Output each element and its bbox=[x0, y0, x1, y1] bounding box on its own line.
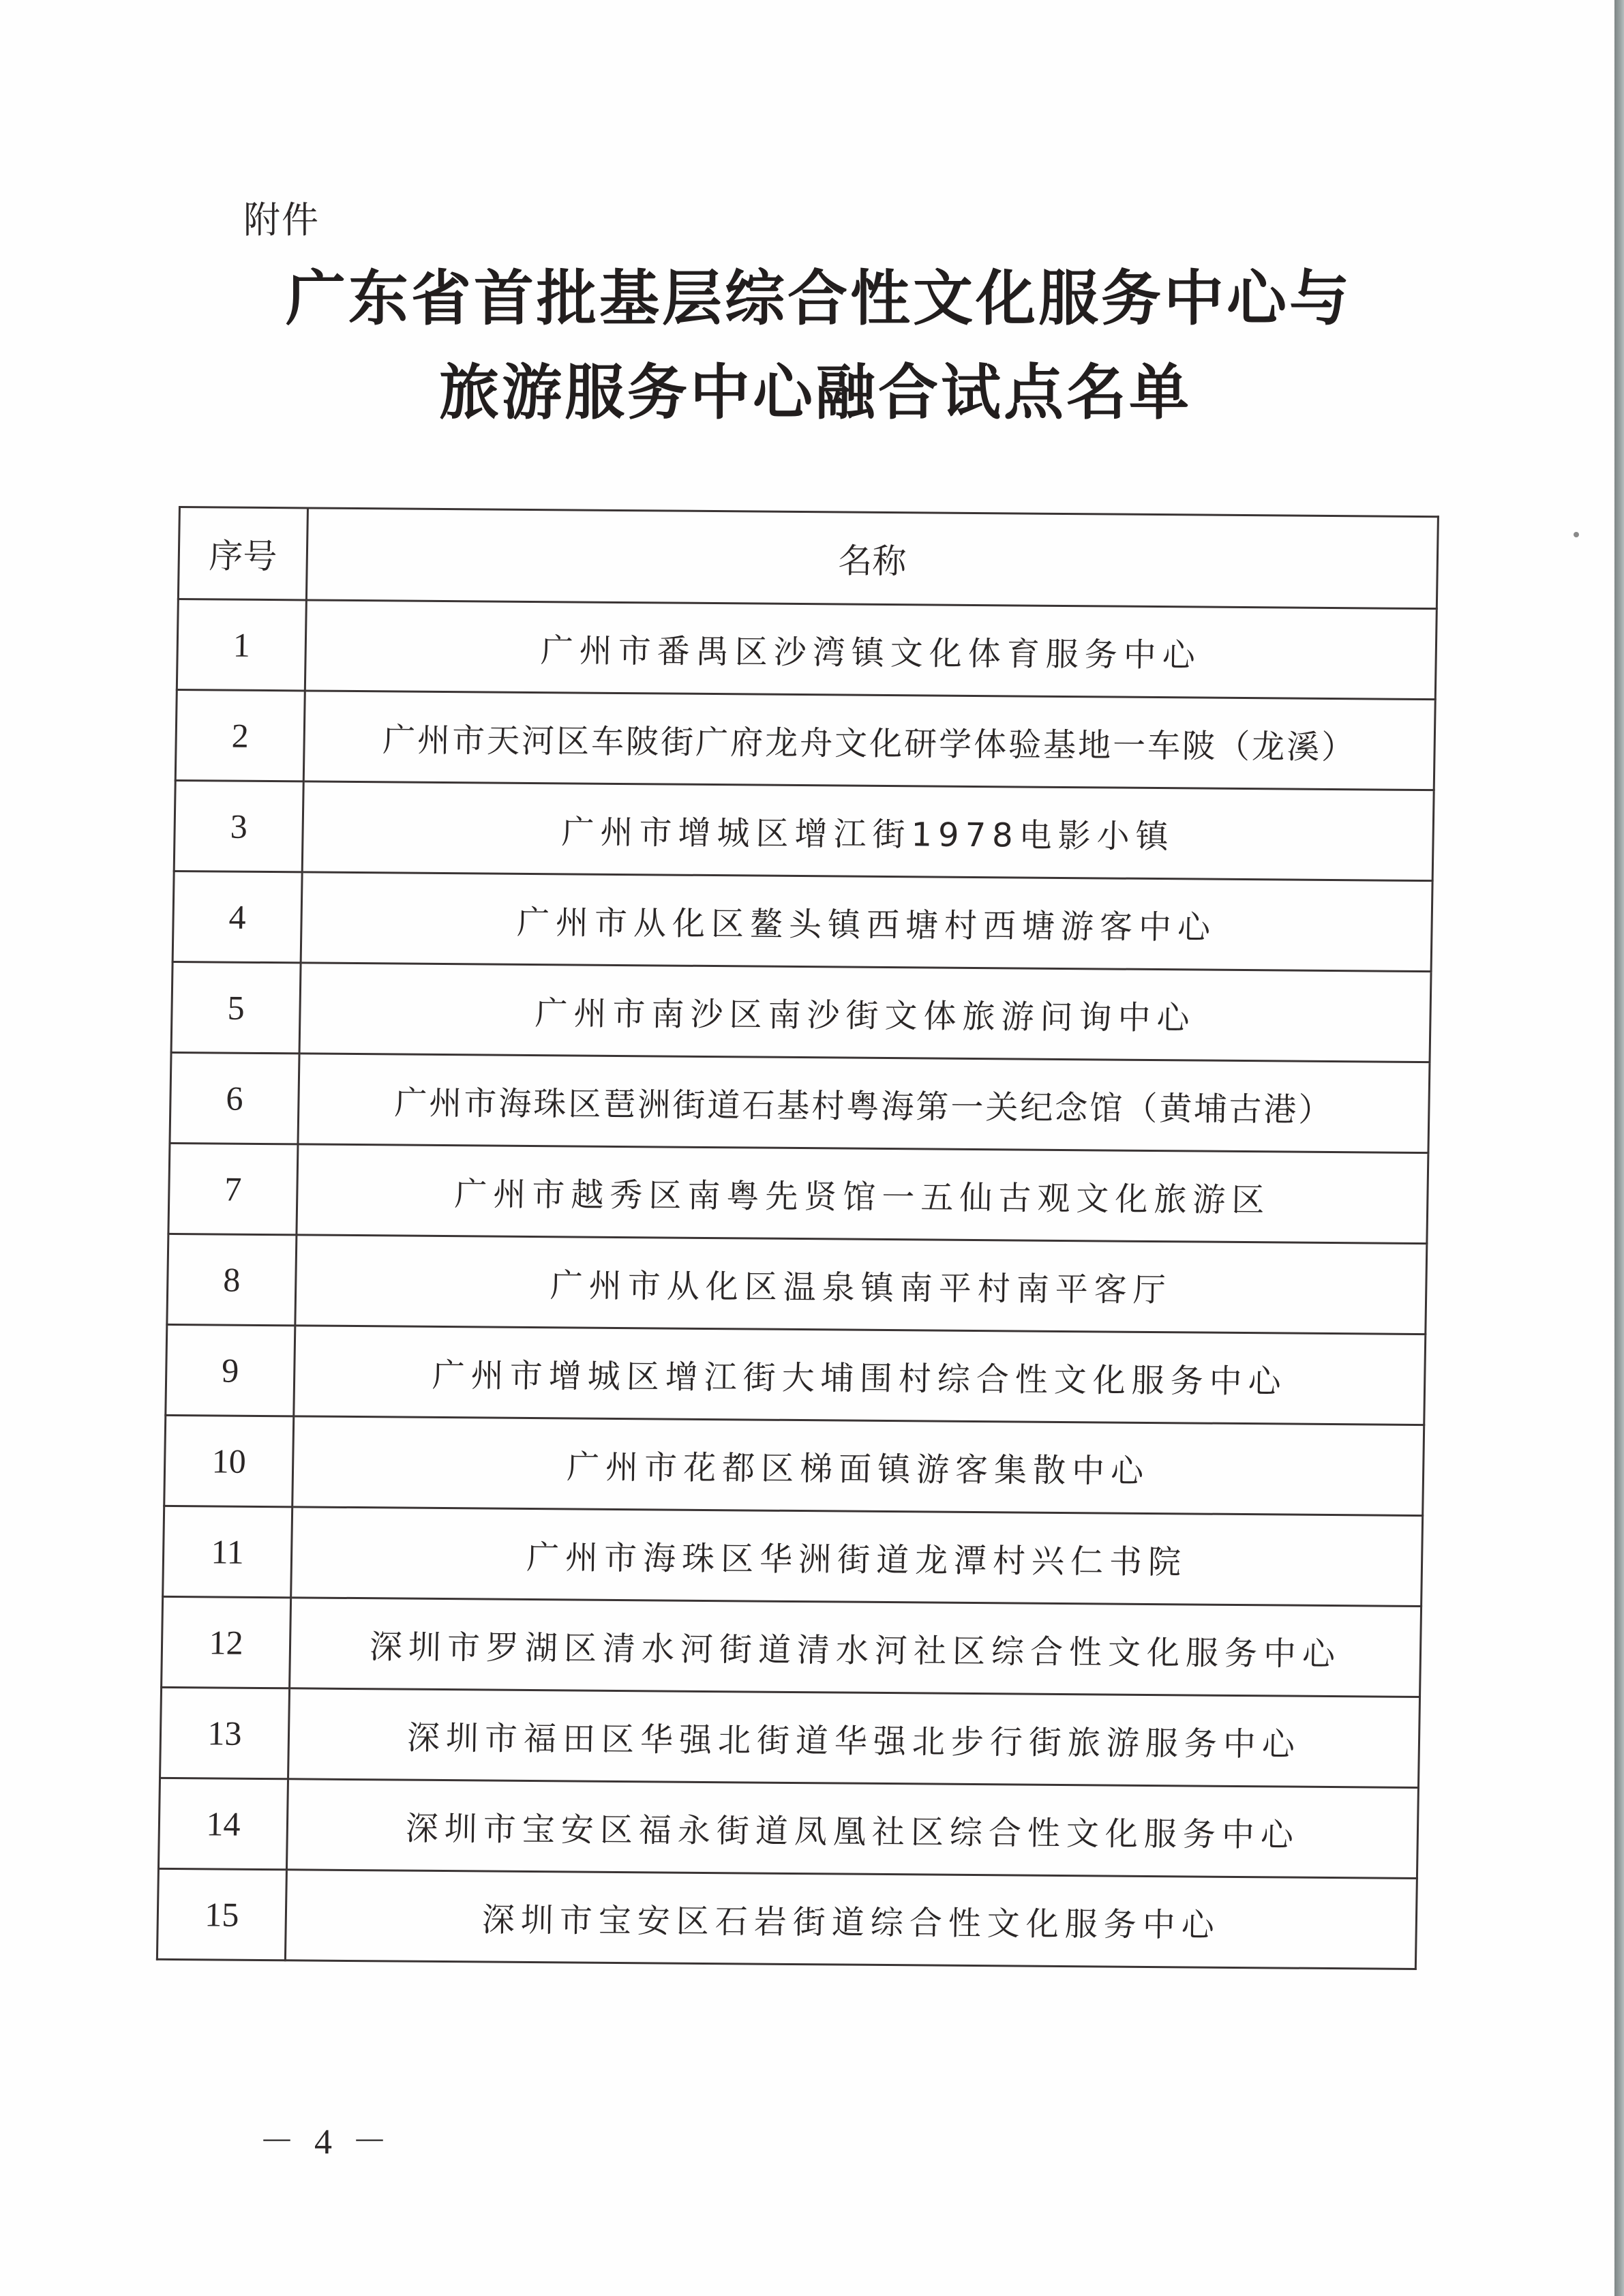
row-serial-number: 7 bbox=[168, 1143, 298, 1234]
table-header-row bbox=[178, 507, 1438, 609]
table-row bbox=[171, 961, 1431, 1062]
row-name: 广州市海珠区华洲街道龙潭村兴仁书院 bbox=[291, 1507, 1423, 1607]
row-name: 深圳市福田区华强北街道华强北步行街旅游服务中心 bbox=[288, 1688, 1420, 1788]
row-serial-number: 4 bbox=[172, 871, 302, 962]
row-name: 深圳市罗湖区清水河街道清水河社区综合性文化服务中心 bbox=[290, 1598, 1422, 1697]
row-serial-number: 12 bbox=[162, 1596, 291, 1688]
row-serial-number: 11 bbox=[163, 1506, 292, 1597]
table-row bbox=[158, 1778, 1418, 1878]
row-serial-number: 14 bbox=[158, 1778, 288, 1869]
table-row bbox=[167, 1234, 1427, 1334]
table-row bbox=[168, 1143, 1428, 1243]
table-row bbox=[177, 599, 1437, 699]
pilot-list-table bbox=[156, 506, 1439, 1970]
table-row bbox=[162, 1596, 1422, 1697]
scan-edge-shadow bbox=[1614, 0, 1624, 2296]
document-title bbox=[0, 251, 1624, 439]
row-serial-number: 6 bbox=[170, 1052, 299, 1144]
row-serial-number: 13 bbox=[160, 1687, 290, 1778]
table-row bbox=[166, 1324, 1426, 1425]
title-line-1: 广东省首批基层综合性文化服务中心与 bbox=[285, 263, 1352, 333]
row-name: 深圳市宝安区福永街道凤凰社区综合性文化服务中心 bbox=[286, 1779, 1418, 1879]
table-row bbox=[163, 1506, 1423, 1606]
row-name: 深圳市宝安区石岩街道综合性文化服务中心 bbox=[285, 1870, 1417, 1969]
table-row bbox=[160, 1687, 1420, 1787]
table-row bbox=[157, 1868, 1417, 1969]
row-name: 广州市增城区增江街大埔围村综合性文化服务中心 bbox=[294, 1326, 1426, 1425]
column-header-serial-number: 序号 bbox=[178, 507, 307, 600]
table-row bbox=[172, 871, 1432, 971]
row-name: 广州市天河区车陂街广府龙舟文化研学体验基地一车陂（龙溪） bbox=[303, 691, 1435, 790]
column-header-name: 名称 bbox=[306, 508, 1438, 609]
row-name: 广州市越秀区南粤先贤馆一五仙古观文化旅游区 bbox=[297, 1144, 1428, 1244]
row-serial-number: 15 bbox=[157, 1868, 286, 1960]
table-row bbox=[175, 689, 1435, 790]
row-serial-number: 9 bbox=[166, 1324, 295, 1416]
table-row bbox=[174, 780, 1434, 880]
row-name: 广州市海珠区琶洲街道石基村粤海第一关纪念馆（黄埔古港） bbox=[298, 1054, 1430, 1153]
scan-speck bbox=[1574, 532, 1579, 537]
row-name: 广州市花都区梯面镇游客集散中心 bbox=[292, 1416, 1424, 1516]
page-number: － 4 － bbox=[259, 2123, 393, 2162]
row-serial-number: 3 bbox=[174, 780, 303, 871]
row-name: 广州市南沙区南沙街文体旅游问询中心 bbox=[299, 963, 1431, 1062]
table-row bbox=[170, 1052, 1430, 1152]
attachment-label: 附件 bbox=[243, 198, 320, 241]
row-name: 广州市番禺区沙湾镇文化体育服务中心 bbox=[305, 600, 1437, 700]
row-serial-number: 10 bbox=[164, 1415, 294, 1506]
row-name: 广州市从化区鳌头镇西塘村西塘游客中心 bbox=[301, 872, 1432, 972]
row-serial-number: 1 bbox=[177, 599, 306, 690]
title-line-2: 旅游服务中心融合试点名单 bbox=[438, 357, 1192, 428]
row-serial-number: 2 bbox=[175, 689, 305, 781]
row-serial-number: 8 bbox=[167, 1234, 297, 1325]
row-serial-number: 5 bbox=[171, 961, 301, 1053]
row-name: 广州市增城区增江街1978电影小镇 bbox=[302, 781, 1434, 881]
pilot-list-table-wrapper bbox=[156, 506, 1437, 1970]
row-name: 广州市从化区温泉镇南平村南平客厅 bbox=[295, 1235, 1427, 1335]
table-row bbox=[164, 1415, 1424, 1515]
